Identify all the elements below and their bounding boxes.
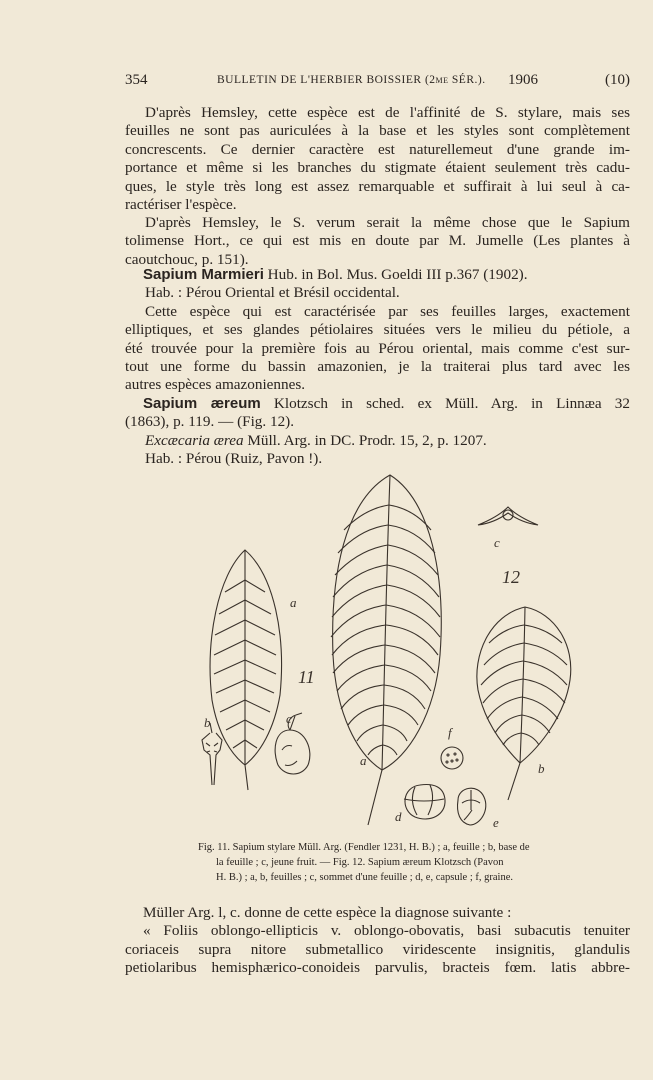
botanical-figure [190, 465, 590, 835]
fig11-label-c: c [286, 711, 292, 726]
text-line: elliptiques, et ses glandes pétiolaires situées vers le milieu du pétiole, a [125, 321, 630, 339]
species-sapium-marmieri [125, 266, 630, 395]
fig12-label-e: e [493, 815, 499, 830]
species-citation: Hub. in Bol. Mus. Goeldi III p.367 (1902). [267, 266, 528, 283]
text-line: ractériser l'espèce. [125, 196, 237, 214]
species-citation: Klotzsch in sched. ex Müll. Arg. in Linnæa 32 [273, 395, 630, 412]
text-line: petiolaribus hemisphærico-conoideis parvulis, bracteis fœm. latis abbre- [125, 959, 630, 977]
text-line: « Foliis oblongo-ellipticis v. oblongo-obovatis, basi subacutis tenuiter [143, 922, 630, 940]
caption-line: Fig. 11. Sapium stylare Müll. Arg. (Fendler 1231, H. B.) ; a, feuille ; b, base de [198, 842, 530, 853]
species-citation-cont: (1863), p. 119. — (Fig. 12). [125, 413, 295, 431]
text-line: été trouvée pour la première fois au Pérou oriental, mais comme c'est sur- [125, 339, 630, 357]
fig12-label-a: a [360, 753, 367, 768]
fig12-label-d: d [395, 809, 402, 824]
species-name: Sapium æreum [143, 395, 261, 412]
text-line: feuilles ne sont pas auriculées à la base et les styles sont complètement [125, 122, 630, 140]
header-year: 1906 [508, 72, 538, 88]
fig12-capsule-e [458, 788, 486, 825]
text-line: D'après Hemsley, le S. verum serait la même chose que le Sapium [145, 214, 630, 231]
text-line: D'après Hemsley, cette espèce est de l'affinité de S. stylare, mais ses [145, 104, 630, 121]
habitat-line: Hab. : Pérou (Ruiz, Pavon !). [145, 450, 323, 468]
text-line: Müller Arg. l, c. donne de cette espèce la diagnose suivante : [143, 904, 512, 921]
text-line: tout une forme du bassin amazonien, je la traiterai plus tard avec les [125, 358, 630, 376]
fig11-number: 11 [298, 667, 315, 687]
text-line: tolimense Hort., ce qui est mis en doute par M. Jumelle (Les plantes à [125, 232, 630, 250]
fig11-label-a: a [290, 595, 297, 610]
fig12-seed-f [441, 747, 463, 769]
fig11-young-fruit-c [275, 713, 310, 774]
running-title: BULLETIN DE L'HERBIER BOISSIER (2me SÉR.). [217, 74, 486, 86]
fig11-label-b: b [204, 715, 211, 730]
species-name: Sapium Marmieri [143, 266, 264, 283]
fig11-leaf-a [210, 550, 281, 790]
text-line: ques, le style très long est assez remarquable et suffirait à lui seul à ca- [125, 177, 630, 195]
text-line: portance et même si les branches du stigmate étaient seulement très cadu- [125, 159, 630, 177]
fig12-leaf-apex-c [478, 507, 538, 525]
fig12-number: 12 [502, 567, 520, 587]
habitat-line: Hab. : Pérou Oriental et Brésil occidental. [145, 284, 400, 302]
fig12-label-c: c [494, 535, 500, 550]
species-sapium-aereum [125, 395, 630, 469]
running-header [125, 72, 630, 92]
page-number: 354 [125, 72, 148, 88]
text-line: concrescents. Ce dernier caractère est naturellemeut d'une grande im- [125, 140, 630, 158]
fig12-leaf-a [331, 475, 441, 825]
figure-caption [198, 840, 560, 885]
paragraph-muller-diagnosis [125, 904, 630, 978]
text-line: coriaceis supra nitore submetallico viridescente insignitis, glandulis [125, 940, 630, 958]
text-line: Cette espèce qui est caractérisée par ses feuilles larges, exactement [145, 302, 630, 320]
fig11-leaf-base-b [202, 723, 222, 785]
paragraph-hemsley-affinity [125, 104, 630, 214]
caption-line: la feuille ; c, jeune fruit. — Fig. 12. Sapium æreum Klotzsch (Pavon [216, 857, 504, 868]
paragraph-hemsley-verum [125, 214, 630, 269]
issue-number: (10) [605, 72, 630, 88]
text-line: caoutchouc, p. 151). [125, 250, 249, 268]
text-line: autres espèces amazoniennes. [125, 376, 306, 394]
fig12-capsule-d [404, 785, 445, 819]
fig12-label-b: b [538, 761, 545, 776]
caption-line: H. B.) ; a, b, feuilles ; c, sommet d'une feuille ; d, e, capsule ; f, graine. [216, 872, 513, 883]
synonym-citation: Müll. Arg. in DC. Prodr. 15, 2, p. 1207. [247, 431, 487, 449]
fig12-label-f: f [448, 725, 452, 740]
synonym-name: Excæcaria ærea [145, 431, 244, 449]
fig12-leaf-b [477, 607, 571, 800]
